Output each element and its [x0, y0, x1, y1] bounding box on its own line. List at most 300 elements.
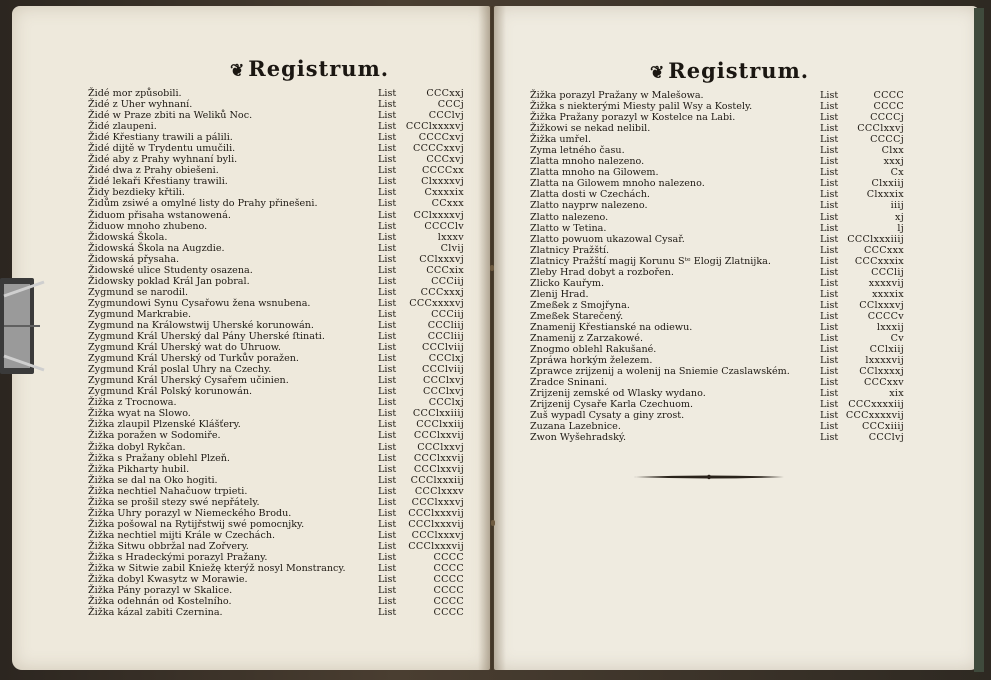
- index-entry: [88, 331, 468, 342]
- entry-folio-number: CClxiij: [869, 344, 904, 356]
- entry-list-label: List: [378, 308, 397, 320]
- index-entry: [530, 223, 910, 234]
- entry-list-label: List: [820, 277, 839, 289]
- index-entry: [88, 486, 468, 497]
- entry-text: Židowská Škola na Augzdie.: [88, 242, 225, 254]
- entry-list-label: List: [378, 607, 397, 619]
- index-entry: [88, 309, 468, 320]
- entry-folio-number: iiij: [890, 200, 904, 212]
- index-entry: [530, 267, 910, 278]
- index-entry: [88, 408, 468, 419]
- index-entry: [530, 90, 910, 101]
- entry-folio-number: CCClij: [871, 266, 904, 278]
- entry-text: Žižka odehnán od Kostelního.: [88, 596, 232, 608]
- entry-folio-number: Clxx: [881, 145, 904, 157]
- entry-folio-number: CCxxx: [431, 198, 464, 210]
- entry-folio-number: xxxxvij: [868, 277, 904, 289]
- entry-folio-number: xxxxix: [872, 288, 904, 300]
- binding-stitch: [490, 265, 494, 271]
- entry-list-label: List: [378, 143, 397, 155]
- entry-list-label: List: [378, 176, 397, 188]
- index-entry: [88, 464, 468, 475]
- entry-folio-number: CCClxxvij: [413, 452, 464, 464]
- entry-folio-number: CCCClv: [424, 220, 464, 232]
- entry-list-label: List: [820, 233, 839, 245]
- entry-folio-number: CCClxxxiij: [410, 474, 464, 486]
- entry-list-label: List: [820, 112, 839, 124]
- index-entry: [88, 243, 468, 254]
- index-entry: [530, 399, 910, 410]
- entry-folio-number: CCClxxxvj: [411, 496, 464, 508]
- index-entry: [530, 200, 910, 211]
- entry-text: Zlatto nalezeno.: [530, 211, 609, 223]
- index-entry: [88, 541, 468, 552]
- entry-list-label: List: [378, 574, 397, 586]
- entry-list-label: List: [820, 255, 839, 267]
- entry-text: Židé dwa z Prahy obiešeni.: [88, 165, 219, 177]
- entry-list-label: List: [378, 518, 397, 530]
- index-entry: [530, 388, 910, 399]
- entry-folio-number: CCClxxiij: [416, 419, 464, 431]
- entry-folio-number: CCCxxxj: [420, 286, 464, 298]
- entry-text: Židowské ulice Studenty osazena.: [88, 264, 253, 276]
- entry-folio-number: CCClxj: [428, 353, 464, 365]
- entry-folio-number: CCCxvj: [426, 154, 464, 166]
- entry-text: Zygmund Král Uherský od Turkův poražen.: [88, 353, 299, 365]
- entry-folio-number: Cv: [890, 333, 904, 345]
- entry-text: Žižka Pány porazyl w Skalice.: [88, 585, 233, 597]
- entry-folio-number: CCClviij: [421, 364, 464, 376]
- entry-list-label: List: [378, 551, 397, 563]
- entry-list-label: List: [378, 364, 397, 376]
- index-entry: [530, 432, 910, 443]
- index-entry: [530, 289, 910, 300]
- left-title-text: Registrum.: [248, 56, 390, 81]
- index-entry: [88, 110, 468, 121]
- ornamental-rule: [634, 474, 784, 480]
- entry-text: Zygmund Král Uherský dal Pány Uherské ſtinati.: [88, 331, 325, 343]
- index-entry: [88, 607, 468, 618]
- index-entry: [530, 134, 910, 145]
- entry-list-label: List: [378, 99, 397, 111]
- entry-list-label: List: [820, 145, 839, 157]
- entry-text: Zlatto nayprw nalezeno.: [530, 200, 648, 212]
- index-entry: [88, 519, 468, 530]
- entry-list-label: List: [820, 134, 839, 146]
- entry-text: Zwon Wyšehradský.: [530, 432, 627, 444]
- entry-folio-number: Cxxxxix: [424, 187, 464, 199]
- index-entry: [88, 397, 468, 408]
- entry-folio-number: Clvij: [440, 242, 464, 254]
- entry-list-label: List: [378, 375, 397, 387]
- index-entry: [530, 333, 910, 344]
- entry-folio-number: CCClxvj: [423, 386, 464, 398]
- entry-text: Zlicko Kauřym.: [530, 277, 605, 289]
- entry-text: Žižka zlaupil Plzenské Klášťery.: [88, 419, 241, 431]
- entry-text: Žižka se dal na Oko hogiti.: [88, 474, 218, 486]
- entry-list-label: List: [378, 507, 397, 519]
- entry-list-label: List: [378, 430, 397, 442]
- entry-text: Židowsky poklad Král Jan pobral.: [88, 275, 250, 287]
- entry-text: Zygmund se narodil.: [88, 286, 189, 298]
- index-entry: [530, 189, 910, 200]
- entry-text: Zmeßek Starečený.: [530, 310, 624, 322]
- entry-list-label: List: [820, 101, 839, 113]
- index-entry: [88, 254, 468, 265]
- entry-folio-number: Cx: [890, 167, 904, 179]
- fleuron-icon: ❦: [230, 61, 246, 81]
- entry-list-label: List: [378, 485, 397, 497]
- index-entry: [88, 342, 468, 353]
- entry-list-label: List: [820, 432, 839, 444]
- index-entry: [88, 497, 468, 508]
- index-entry: [530, 245, 910, 256]
- entry-text: Zuzana Lazebnice.: [530, 421, 621, 433]
- entry-list-label: List: [378, 585, 397, 597]
- entry-text: Zygmund na Králowstwij Uherské korunowán.: [88, 319, 314, 331]
- entry-text: Žižka dobyl Rykčan.: [88, 441, 186, 453]
- entry-folio-number: CCClxxxv: [414, 485, 464, 497]
- entry-text: Žižka Pražany porazyl w Kostelce na Labi.: [530, 112, 736, 124]
- entry-folio-number: CCCCxx: [422, 165, 464, 177]
- entry-text: Zygmund Král Polský korunowán.: [88, 386, 253, 398]
- index-entry: [88, 276, 468, 287]
- index-entry: [530, 377, 910, 388]
- entry-text: Židé Křestiany trawili a pálili.: [88, 132, 233, 144]
- entry-folio-number: CCCCxvj: [418, 132, 464, 144]
- index-entry: [88, 574, 468, 585]
- index-entry: [88, 132, 468, 143]
- entry-list-label: List: [820, 244, 839, 256]
- index-entry: [88, 596, 468, 607]
- entry-folio-number: CCClxj: [428, 397, 464, 409]
- entry-folio-number: CCCxxj: [426, 88, 464, 99]
- entry-folio-number: CCCC: [433, 596, 464, 608]
- entry-folio-number: xxxj: [883, 156, 904, 168]
- index-entry: [530, 112, 910, 123]
- entry-text: Židuom přisaha wstanowená.: [88, 209, 231, 221]
- entry-folio-number: lxxxij: [876, 321, 904, 333]
- index-entry: [88, 442, 468, 453]
- entry-list-label: List: [378, 441, 397, 453]
- entry-text: Znamenij z Zarzakowé.: [530, 333, 643, 345]
- index-entry: [530, 278, 910, 289]
- entry-folio-number: CCClxxxvij: [408, 507, 464, 519]
- entry-list-label: List: [378, 353, 397, 365]
- entry-text: Žižka se prošil stezy swé nepřátely.: [88, 496, 260, 508]
- entry-list-label: List: [820, 123, 839, 135]
- entry-list-label: List: [378, 563, 397, 575]
- entry-text: Žižka w Sitwie zabil Kniežę kterýž nosyl Monstrancy.: [88, 563, 346, 575]
- index-entry: [88, 99, 468, 110]
- index-entry: [88, 552, 468, 563]
- entry-text: Žižka z Trocnowa.: [88, 397, 177, 409]
- entry-text: Židům zsiwé a omylné listy do Prahy přinešeni.: [88, 198, 318, 210]
- entry-list-label: List: [820, 421, 839, 433]
- entry-list-label: List: [378, 596, 397, 608]
- entry-folio-number: Clxxiij: [871, 178, 904, 190]
- entry-folio-number: CCCC: [433, 574, 464, 586]
- entry-list-label: List: [378, 386, 397, 398]
- index-entry: [88, 154, 468, 165]
- entry-folio-number: CCCCj: [870, 112, 904, 124]
- entry-list-label: List: [820, 344, 839, 356]
- entry-list-label: List: [820, 266, 839, 278]
- entry-list-label: List: [378, 275, 397, 287]
- entry-text: Židé aby z Prahy wyhnaní byli.: [88, 154, 238, 166]
- entry-list-label: List: [820, 222, 839, 234]
- index-entry: [530, 123, 910, 134]
- entry-list-label: List: [820, 410, 839, 422]
- entry-folio-number: CCCC: [433, 551, 464, 563]
- index-entry: [88, 453, 468, 464]
- entry-list-label: List: [378, 264, 397, 276]
- entry-text: Žižka Sitwu obbržal nad Zořvery.: [88, 540, 249, 552]
- entry-list-label: List: [378, 540, 397, 552]
- entry-text: Žižka Uhry porazyl w Niemeckého Brodu.: [88, 507, 292, 519]
- right-page-title: [650, 58, 809, 83]
- entry-folio-number: lxxxxvij: [865, 355, 904, 367]
- index-entry: [530, 156, 910, 167]
- right-page: [494, 6, 980, 670]
- entry-text: Zygmund Markrabie.: [88, 308, 192, 320]
- index-entry: [88, 221, 468, 232]
- entry-list-label: List: [378, 319, 397, 331]
- entry-text: Zlatta mnoho nalezeno.: [530, 156, 645, 168]
- index-entry: [88, 210, 468, 221]
- entry-list-label: List: [820, 310, 839, 322]
- index-entry: [88, 165, 468, 176]
- entry-folio-number: CCCC: [873, 90, 904, 101]
- entry-text: Zygmund Král Uherský wat do Uhruow.: [88, 342, 281, 354]
- entry-folio-number: CCCxix: [426, 264, 464, 276]
- entry-text: Zygmund Král poslal Uhry na Czechy.: [88, 364, 272, 376]
- entry-folio-number: CCCCj: [870, 134, 904, 146]
- index-entry: [530, 300, 910, 311]
- entry-folio-number: Clxxxxvj: [421, 176, 464, 188]
- index-entry: [88, 475, 468, 486]
- entry-folio-number: lj: [897, 222, 904, 234]
- index-entry: [530, 167, 910, 178]
- entry-list-label: List: [820, 288, 839, 300]
- left-page-title: [230, 56, 389, 81]
- entry-text: Židé mor způsobili.: [88, 88, 182, 99]
- entry-text: Zygmund Král Uherský Cysařem učinien.: [88, 375, 289, 387]
- entry-text: Židé zlaupeni.: [88, 121, 157, 133]
- index-entry: [88, 198, 468, 209]
- entry-list-label: List: [820, 189, 839, 201]
- entry-list-label: List: [378, 286, 397, 298]
- book-gutter: [478, 6, 506, 670]
- entry-text: Žižka Pikharty hubil.: [88, 463, 190, 475]
- entry-folio-number: CClxxxxvj: [413, 209, 464, 221]
- index-entry: [88, 585, 468, 596]
- entry-list-label: List: [378, 110, 397, 122]
- entry-folio-number: CCClxxxxvj: [405, 121, 464, 133]
- entry-text: Žižka nechtiel mijti Krále w Czechách.: [88, 529, 276, 541]
- entry-text: Zlatta dosti w Czechách.: [530, 189, 650, 201]
- entry-folio-number: CCClvj: [868, 432, 904, 444]
- entry-list-label: List: [378, 463, 397, 475]
- index-entry: [530, 322, 910, 333]
- index-entry: [88, 353, 468, 364]
- entry-folio-number: CCClxvj: [423, 375, 464, 387]
- index-entry: [88, 88, 468, 99]
- book-edge: [974, 8, 984, 672]
- entry-text: Znamenij Křestianské na odiewu.: [530, 321, 693, 333]
- entry-text: Zlenij Hrad.: [530, 288, 589, 300]
- index-entry: [88, 298, 468, 309]
- entry-list-label: List: [820, 321, 839, 333]
- entry-list-label: List: [378, 220, 397, 232]
- entry-folio-number: CCClxxxiiij: [847, 233, 904, 245]
- entry-list-label: List: [820, 156, 839, 168]
- index-entry: [530, 178, 910, 189]
- index-entry: [88, 419, 468, 430]
- entry-text: Zrijzenij zemské od Wlasky wydano.: [530, 388, 706, 400]
- entry-list-label: List: [820, 366, 839, 378]
- entry-folio-number: CCCxxxxvj: [409, 297, 464, 309]
- entry-text: Zlatnicy Pražští.: [530, 244, 610, 256]
- entry-list-label: List: [820, 299, 839, 311]
- entry-text: Židé dijtě w Trydentu umučili.: [88, 143, 236, 155]
- entry-folio-number: CCClxxxvj: [411, 529, 464, 541]
- entry-folio-number: CCCliij: [427, 331, 464, 343]
- index-entry: [88, 563, 468, 574]
- index-entry: [88, 386, 468, 397]
- entry-list-label: List: [378, 132, 397, 144]
- entry-folio-number: CCCxxxxvij: [845, 410, 904, 422]
- entry-folio-number: CCCC: [433, 585, 464, 597]
- entry-text: Židowská Škola.: [88, 231, 168, 243]
- entry-folio-number: CCCCxxvj: [413, 143, 464, 155]
- index-entry: [530, 234, 910, 245]
- entry-list-label: List: [378, 397, 397, 409]
- entry-list-label: List: [820, 211, 839, 223]
- entry-folio-number: CClxxxvj: [859, 299, 904, 311]
- entry-folio-number: CClxxxvj: [419, 253, 464, 265]
- entry-folio-number: CCCiij: [431, 275, 464, 287]
- index-entry: [88, 143, 468, 154]
- entry-list-label: List: [378, 121, 397, 133]
- index-entry: [88, 265, 468, 276]
- entry-folio-number: CCCxiiij: [861, 421, 904, 433]
- entry-text: Žižka dobyl Kwasytz w Morawie.: [88, 574, 248, 586]
- index-entry: [88, 320, 468, 331]
- index-entry: [88, 121, 468, 132]
- entry-folio-number: Clxxxix: [866, 189, 904, 201]
- entry-text: Zleby Hrad dobyt a rozbořen.: [530, 266, 674, 278]
- entry-text: Žižka wyat na Slowo.: [88, 408, 191, 420]
- entry-folio-number: CCCxxx: [863, 244, 904, 256]
- index-entry: [530, 212, 910, 223]
- entry-text: Zpráwa horkým železem.: [530, 355, 653, 367]
- index-entry: [530, 410, 910, 421]
- entry-folio-number: CCCxxxxiij: [848, 399, 904, 411]
- index-entry: [530, 145, 910, 156]
- entry-list-label: List: [378, 209, 397, 221]
- entry-text: Zuš wypadl Cysaty a giny zrost.: [530, 410, 685, 422]
- right-index-list: [530, 90, 910, 444]
- entry-folio-number: xix: [889, 388, 904, 400]
- index-entry: [88, 530, 468, 541]
- entry-folio-number: CCCj: [437, 99, 464, 111]
- left-index-list: [88, 88, 468, 618]
- entry-folio-number: lxxxv: [437, 231, 464, 243]
- entry-folio-number: CCClvj: [428, 110, 464, 122]
- entry-text: Znogmo oblehl Rakušané.: [530, 344, 657, 356]
- index-entry: [88, 430, 468, 441]
- left-page: [12, 6, 490, 670]
- entry-text: Žižka s niekterými Miesty palil Wsy a Kostely.: [530, 101, 753, 113]
- entry-text: Žižka umřel.: [530, 134, 592, 146]
- entry-list-label: List: [378, 331, 397, 343]
- entry-text: Židé z Uher wyhnaní.: [88, 99, 193, 111]
- entry-text: Žižka kázal zabiti Czernina.: [88, 607, 223, 619]
- entry-list-label: List: [378, 165, 397, 177]
- entry-folio-number: CCClxxiiij: [412, 408, 464, 420]
- index-entry: [530, 101, 910, 112]
- entry-text: Židy bezdieky křtili.: [88, 187, 185, 199]
- index-entry: [88, 287, 468, 298]
- entry-folio-number: CCClxxxvij: [408, 518, 464, 530]
- entry-text: Žižka pošowal na Rytijřstwij swé pomocnjky.: [88, 518, 305, 530]
- entry-text: Žižkowi se nekad nelibil.: [530, 123, 651, 135]
- entry-list-label: List: [378, 154, 397, 166]
- entry-text: Zlatnicy Pražští magij Korunu Sᵗᵉ Elogij Zlatnijka.: [530, 255, 771, 267]
- entry-text: Zrijzenij Cysaře Karla Czechuom.: [530, 399, 694, 411]
- index-entry: [530, 355, 910, 366]
- index-entry: [530, 344, 910, 355]
- entry-folio-number: CCCC: [433, 563, 464, 575]
- binding-stitch: [491, 520, 495, 526]
- binder-clip: [0, 278, 50, 374]
- index-entry: [88, 232, 468, 243]
- index-entry: [88, 364, 468, 375]
- index-entry: [88, 176, 468, 187]
- entry-list-label: List: [378, 342, 397, 354]
- entry-list-label: List: [378, 452, 397, 464]
- entry-list-label: List: [820, 388, 839, 400]
- index-entry: [88, 508, 468, 519]
- entry-list-label: List: [820, 333, 839, 345]
- entry-folio-number: CClxxxxj: [859, 366, 904, 378]
- entry-list-label: List: [378, 297, 397, 309]
- entry-list-label: List: [378, 529, 397, 541]
- index-entry: [88, 375, 468, 386]
- entry-folio-number: CCCliij: [427, 319, 464, 331]
- index-entry: [530, 311, 910, 322]
- entry-text: Zlatta na Gilowem mnoho nalezeno.: [530, 178, 705, 190]
- entry-folio-number: CCCxxxix: [854, 255, 904, 267]
- entry-folio-number: CCClxxxvij: [408, 540, 464, 552]
- entry-text: Žižka nechtiel Nahačuow trpieti.: [88, 485, 248, 497]
- entry-list-label: List: [378, 474, 397, 486]
- entry-text: Židuow mnoho zhubeno.: [88, 220, 208, 232]
- entry-list-label: List: [820, 377, 839, 389]
- entry-text: Židowská přysaha.: [88, 253, 180, 265]
- entry-list-label: List: [820, 167, 839, 179]
- entry-folio-number: CCCCv: [867, 310, 904, 322]
- entry-list-label: List: [378, 198, 397, 210]
- entry-text: Zlatto powuom ukazowal Cysař.: [530, 233, 685, 245]
- entry-text: Zygmundowi Synu Cysařowu žena wsnubena.: [88, 297, 311, 309]
- entry-folio-number: CCClxxvij: [413, 430, 464, 442]
- entry-text: Zyma letného času.: [530, 145, 625, 157]
- entry-text: Zprawce zrijzenij a wolenij na Sniemie Czaslawském.: [530, 366, 790, 378]
- entry-text: Žižka poražen w Sodomiře.: [88, 430, 221, 442]
- entry-folio-number: CCCxxv: [863, 377, 904, 389]
